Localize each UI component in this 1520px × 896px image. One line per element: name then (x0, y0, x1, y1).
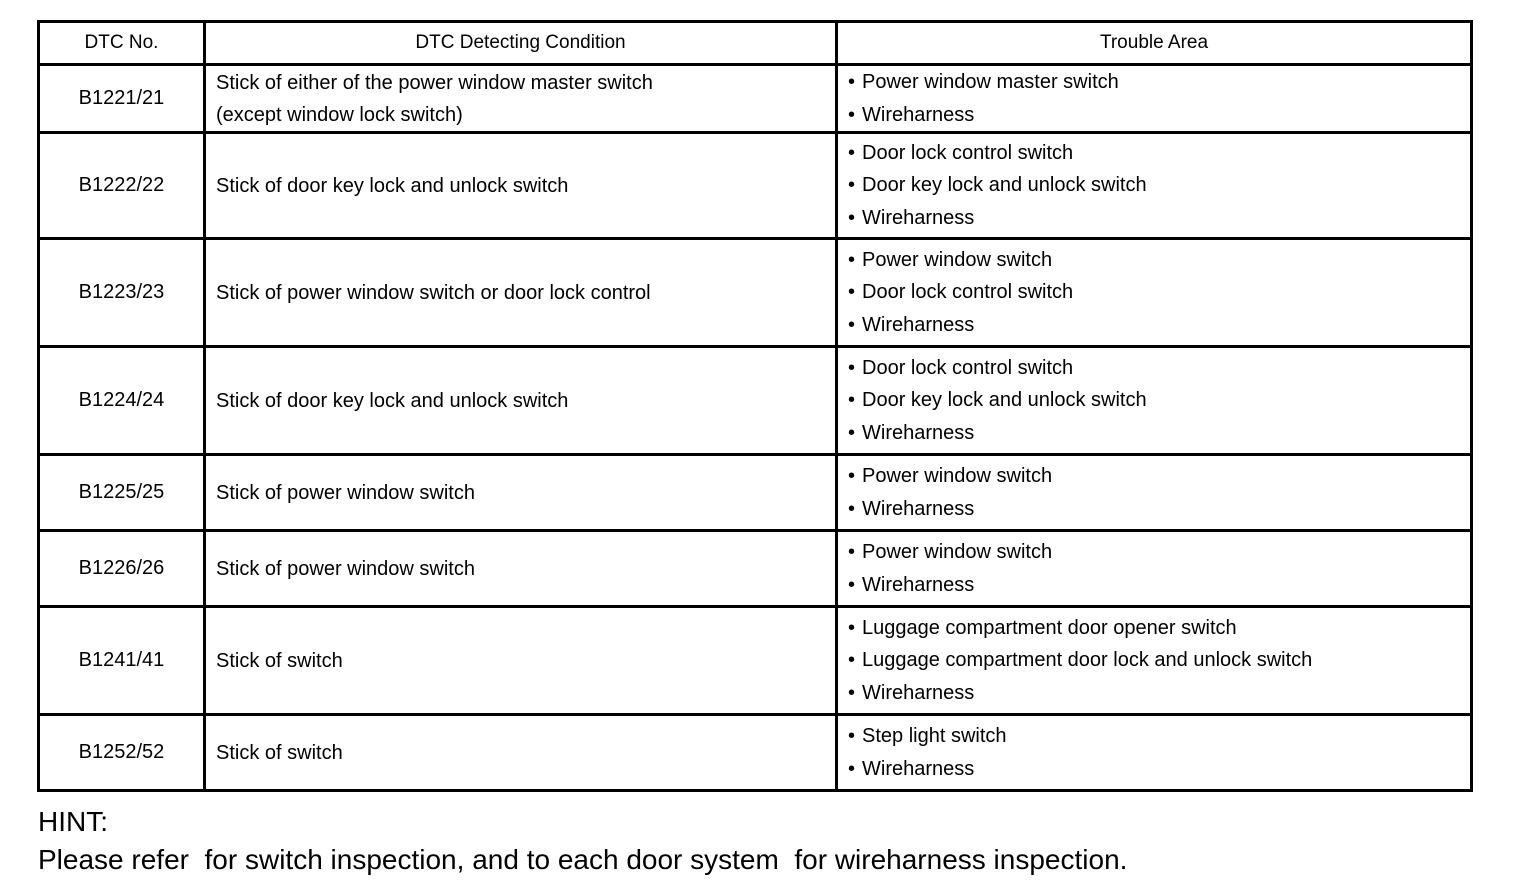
table-row (39, 347, 1472, 455)
table-row (39, 607, 1472, 715)
list-item (848, 137, 1470, 170)
trouble-area (837, 239, 1472, 347)
list-item (848, 99, 1470, 132)
detecting-condition (205, 607, 837, 715)
header-trouble-area: Trouble Area (837, 22, 1472, 65)
list-item (848, 612, 1470, 645)
trouble-area-item: Wireharness (862, 497, 975, 520)
table-row (39, 531, 1472, 607)
condition-line: Stick of door key lock and unlock switch (216, 174, 569, 197)
list-item (848, 352, 1470, 385)
detecting-condition (205, 239, 837, 347)
trouble-area-list (848, 352, 1470, 450)
list-item (848, 569, 1470, 602)
trouble-area (837, 715, 1472, 791)
bullet-icon: • (848, 174, 856, 197)
condition-line: Stick of power window switch or door lock control (216, 281, 651, 304)
dtc-code: B1223/23 (39, 239, 205, 347)
dtc-code: B1225/25 (39, 455, 205, 531)
trouble-area-list (848, 244, 1470, 342)
list-item (848, 169, 1470, 202)
header-dtc-no: DTC No. (39, 22, 205, 65)
list-item (848, 384, 1470, 417)
condition-line: Stick of switch (216, 741, 343, 764)
list-item (848, 66, 1470, 99)
list-item (848, 244, 1470, 277)
bullet-icon: • (848, 141, 856, 164)
trouble-area-item: Luggage compartment door lock and unlock switch (862, 649, 1313, 672)
list-item (848, 720, 1470, 753)
detecting-condition (205, 531, 837, 607)
list-item (848, 644, 1470, 677)
bullet-icon: • (848, 497, 856, 520)
detecting-condition (205, 65, 837, 133)
list-item (848, 493, 1470, 526)
trouble-area-item: Wireharness (862, 573, 975, 596)
trouble-area-item: Wireharness (862, 421, 975, 444)
trouble-area-item: Wireharness (862, 206, 975, 229)
detecting-condition (205, 455, 837, 531)
trouble-area-list (848, 536, 1470, 601)
bullet-icon: • (848, 281, 856, 304)
table-row (39, 239, 1472, 347)
trouble-area (837, 531, 1472, 607)
trouble-area-list (848, 612, 1470, 710)
trouble-area-item: Step light switch (862, 725, 1007, 747)
trouble-area-item: Wireharness (862, 757, 975, 780)
detecting-condition (205, 715, 837, 791)
bullet-icon: • (848, 313, 856, 336)
trouble-area-list (848, 137, 1470, 235)
hint-label: HINT: (38, 806, 108, 837)
list-item (848, 309, 1470, 342)
header-condition: DTC Detecting Condition (205, 22, 837, 65)
bullet-icon: • (848, 103, 856, 126)
dtc-code: B1226/26 (39, 531, 205, 607)
trouble-area-item: Door key lock and unlock switch (862, 174, 1147, 197)
bullet-icon: • (848, 681, 856, 704)
condition-line: (except window lock switch) (216, 103, 463, 126)
list-item (848, 460, 1470, 493)
trouble-area-item: Power window switch (862, 541, 1053, 563)
list-item (848, 417, 1470, 450)
bullet-icon: • (848, 389, 856, 412)
table-row (39, 133, 1472, 239)
trouble-area-item: Door lock control switch (862, 281, 1074, 304)
table-body (39, 65, 1472, 791)
detecting-condition (205, 133, 837, 239)
trouble-area-list (848, 66, 1470, 131)
dtc-code: B1241/41 (39, 607, 205, 715)
table-row (39, 65, 1472, 133)
trouble-area (837, 65, 1472, 133)
bullet-icon: • (848, 71, 856, 93)
trouble-area-item: Power window master switch (862, 71, 1119, 93)
trouble-area-item: Power window switch (862, 248, 1053, 271)
bullet-icon: • (848, 248, 856, 271)
bullet-icon: • (848, 757, 856, 780)
hint-text: Please refer for switch inspection, and to each door system for wireharness inspection. (38, 844, 1128, 875)
trouble-area (837, 607, 1472, 715)
list-item (848, 536, 1470, 569)
header-row (39, 22, 1472, 65)
bullet-icon: • (848, 465, 856, 487)
trouble-area-list (848, 720, 1470, 785)
trouble-area (837, 133, 1472, 239)
dtc-code: B1224/24 (39, 347, 205, 455)
list-item (848, 276, 1470, 309)
bullet-icon: • (848, 541, 856, 563)
condition-line: Stick of door key lock and unlock switch (216, 389, 569, 412)
bullet-icon: • (848, 616, 856, 639)
bullet-icon: • (848, 206, 856, 229)
bullet-icon: • (848, 725, 856, 747)
condition-line: Stick of either of the power window master switch (216, 71, 653, 94)
trouble-area-item: Wireharness (862, 681, 975, 704)
trouble-area-item: Door lock control switch (862, 356, 1074, 379)
dtc-code: B1252/52 (39, 715, 205, 791)
bullet-icon: • (848, 421, 856, 444)
table-row (39, 715, 1472, 791)
trouble-area-item: Power window switch (862, 465, 1053, 487)
trouble-area-item: Door lock control switch (862, 141, 1074, 164)
list-item (848, 677, 1470, 710)
trouble-area-item: Wireharness (862, 313, 975, 336)
trouble-area-item: Door key lock and unlock switch (862, 389, 1147, 412)
bullet-icon: • (848, 356, 856, 379)
list-item (848, 202, 1470, 235)
list-item (848, 753, 1470, 786)
trouble-area-list (848, 460, 1470, 525)
trouble-area (837, 455, 1472, 531)
trouble-area-item: Luggage compartment door opener switch (862, 616, 1237, 639)
trouble-area-item: Wireharness (862, 103, 975, 126)
condition-line: Stick of power window switch (216, 481, 475, 504)
dtc-code: B1222/22 (39, 133, 205, 239)
dtc-code: B1221/21 (39, 65, 205, 133)
condition-line: Stick of switch (216, 649, 343, 672)
bullet-icon: • (848, 573, 856, 596)
bullet-icon: • (848, 649, 856, 672)
table-row (39, 455, 1472, 531)
detecting-condition (205, 347, 837, 455)
dtc-table (37, 20, 1473, 792)
trouble-area (837, 347, 1472, 455)
condition-line: Stick of power window switch (216, 557, 475, 580)
